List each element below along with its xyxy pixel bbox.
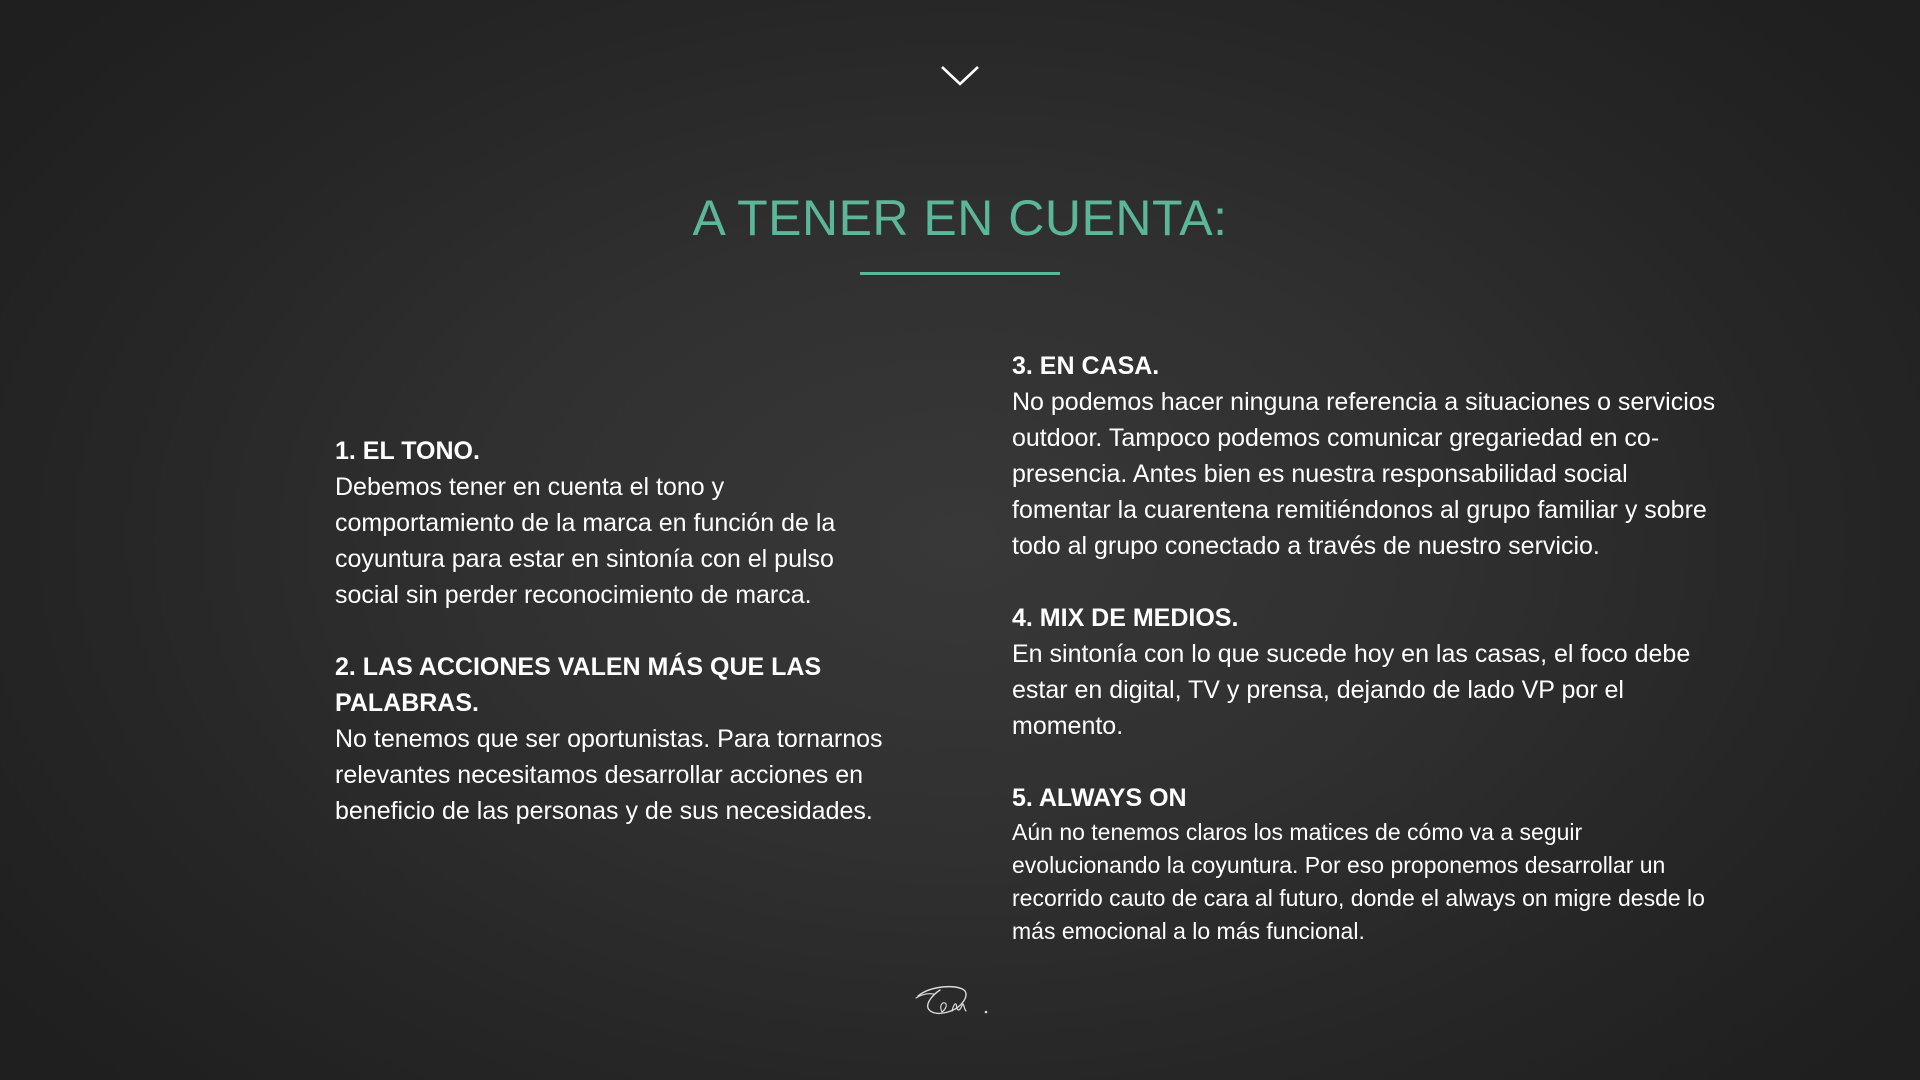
title-underline: [860, 272, 1060, 275]
section-en-casa: [1012, 348, 1732, 564]
chevron-down-icon[interactable]: [940, 64, 980, 88]
section-body: Debemos tener en cuenta el tono y comportamiento de la marca en función de la coyuntura para estar en sintonía con el pulso social sin perder reconocimiento de marca.: [335, 473, 836, 609]
section-body: En sintonía con lo que sucede hoy en las casas, el foco debe estar en digital, TV y prensa, dejando de lado VP por el momento.: [1012, 640, 1691, 740]
right-column: [1012, 348, 1732, 984]
section-mix-de-medios: [1012, 600, 1732, 744]
section-body: Aún no tenemos claros los matices de cómo va a seguir evolucionando la coyuntura. Por eso proponemos desarrollar un recorrido cauto de cara al futuro, donde el always on migre desde lo más emocional a lo más funcional.: [1012, 819, 1705, 944]
section-heading: 2. LAS ACCIONES VALEN MÁS QUE LAS PALABRAS.: [335, 653, 822, 717]
section-heading: 3. EN CASA.: [1012, 352, 1160, 380]
section-heading: 1. EL TONO.: [335, 437, 480, 465]
section-body: No podemos hacer ninguna referencia a situaciones o servicios outdoor. Tampoco podemos comunicar gregariedad en co-presencia. Antes bien es nuestra responsabilidad social fomentar la cuarentena remitiéndonos al grupo familiar y sobre todo al grupo conectado a través de nuestro servicio.: [1012, 388, 1716, 560]
left-column: [335, 433, 895, 865]
section-las-acciones: [335, 649, 895, 829]
section-heading: 4. MIX DE MEDIOS.: [1012, 604, 1239, 632]
section-heading: 5. ALWAYS ON: [1012, 784, 1187, 812]
section-body: No tenemos que ser oportunistas. Para tornarnos relevantes necesitamos desarrollar acciones en beneficio de las personas y de sus necesidades.: [335, 725, 883, 825]
page-title: A TENER EN CUENTA:: [692, 190, 1228, 246]
signature-logo: [912, 982, 990, 1022]
section-always-on: [1012, 780, 1732, 948]
section-el-tono: [335, 433, 895, 613]
